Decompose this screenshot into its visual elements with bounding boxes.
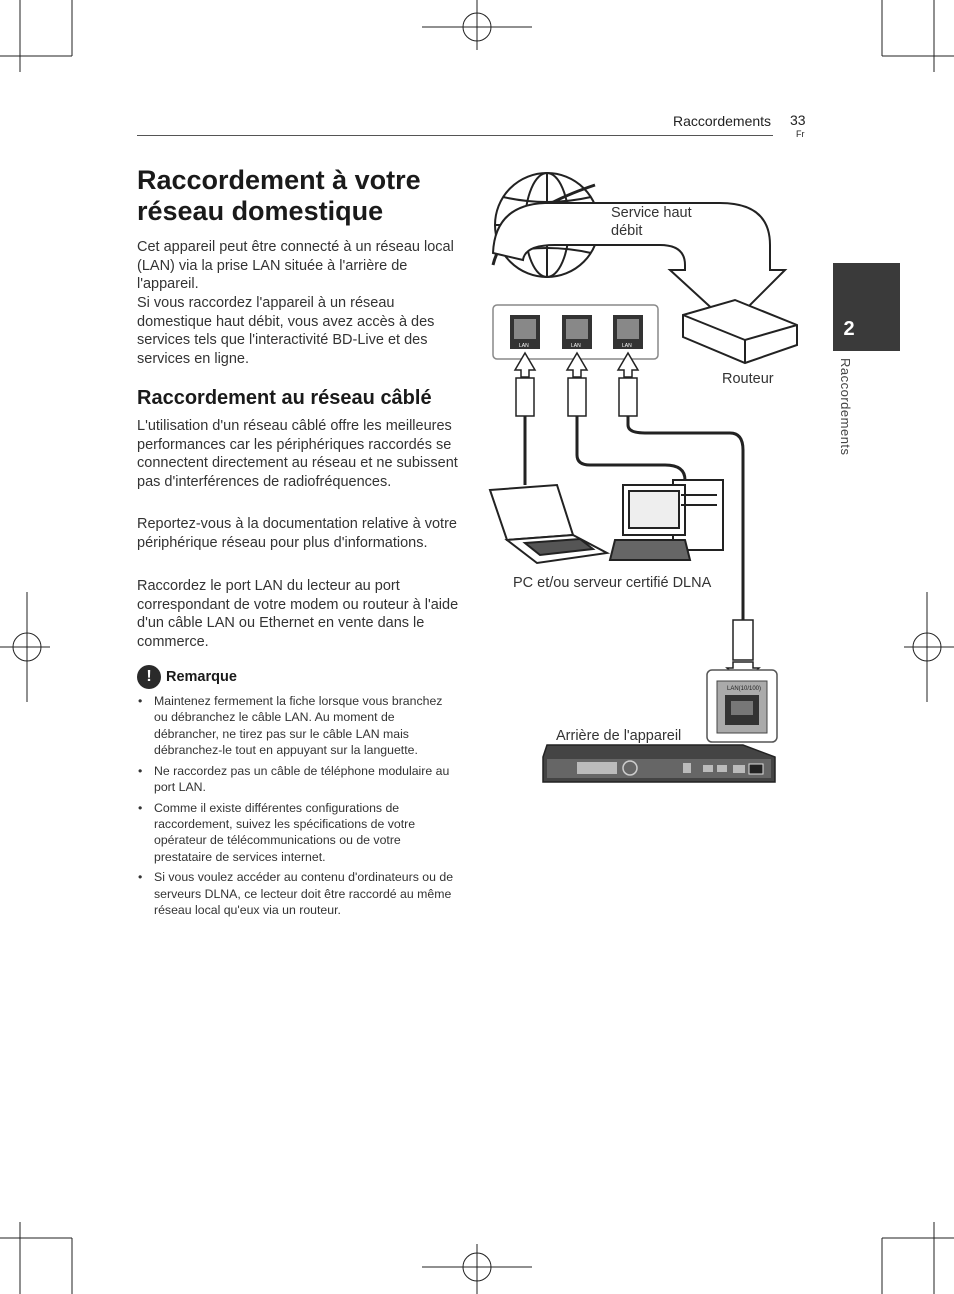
- note-item: • Comme il existe différentes configurations de raccordement, suivez les spécifications de votre opérateur de télécommunications ou de votre prestataire de services internet.: [137, 800, 459, 865]
- rear-label: Arrière de l'appareil: [556, 728, 682, 744]
- header-divider: [137, 135, 773, 136]
- note-list: [137, 693, 459, 923]
- note-item: • Ne raccordez pas un câble de téléphone modulaire au port LAN.: [137, 763, 459, 796]
- lan-speed-label: LAN(10/100): [727, 686, 762, 692]
- desktop-computer-icon: [610, 480, 723, 560]
- lan-plug: [733, 620, 753, 660]
- network-diagram: [485, 165, 805, 790]
- router-icon: [683, 300, 797, 363]
- body-paragraph-2: Reportez-vous à la documentation relative à votre périphérique réseau pour plus d'informations.: [137, 516, 457, 551]
- router-port-label: LAN: [571, 343, 581, 349]
- service-label-line2: débit: [611, 223, 643, 239]
- warning-icon: !: [137, 665, 161, 689]
- body-paragraph-3: Raccordez le port LAN du lecteur au port correspondant de votre modem ou routeur à l'aide d'un câble LAN ou Ethernet en vente dans le commerce.: [137, 578, 459, 651]
- router-port-label: LAN: [519, 343, 529, 349]
- body-paragraph-1: L'utilisation d'un réseau câblé offre les meilleures performances car les périphériques raccordés se connectent directement au réseau et ne subissent pas d'interférences de radiofréquences.: [137, 418, 458, 491]
- intro-paragraph-1: Cet appareil peut être connecté à un réseau local (LAN) via la prise LAN située à l'arrière de l'appareil.: [137, 239, 454, 293]
- section-subtitle: Raccordement au réseau câblé: [137, 387, 432, 409]
- header-section-title: Raccordements: [673, 113, 772, 129]
- note-title: Remarque: [166, 669, 237, 685]
- laptop-icon: [490, 485, 607, 563]
- note-item: • Maintenez fermement la fiche lorsque vous branchez ou débranchez le câble LAN. Au moment de débrancher, ne tirez pas sur le câble LAN mais débranchez-le tout en appuyant sur la languette.: [137, 693, 459, 758]
- player-rear-panel: [543, 745, 775, 782]
- note-item: • Si vous voulez accéder au contenu d'ordinateurs ou de serveurs DLNA, ce lecteur doit être raccordé au même réseau local qu'eux via un routeur.: [137, 869, 459, 918]
- pc-label: PC et/ou serveur certifié DLNA: [513, 575, 712, 591]
- intro-paragraph-2: Si vous raccordez l'appareil à un réseau domestique haut débit, vous avez accès à des services tels que l'interactivité BD-Live et des services en ligne.: [137, 295, 435, 368]
- router-label: Routeur: [722, 371, 774, 387]
- router-port-label: LAN: [622, 343, 632, 349]
- chapter-side-label: Raccordements: [838, 358, 853, 456]
- page-number: 33: [790, 112, 806, 128]
- service-label-line1: Service haut: [611, 205, 692, 221]
- lan-plugs: [516, 378, 637, 416]
- language-code: Fr: [796, 129, 805, 139]
- page-title: Raccordement à votre réseau domestique: [137, 165, 421, 226]
- chapter-number: 2: [843, 318, 855, 340]
